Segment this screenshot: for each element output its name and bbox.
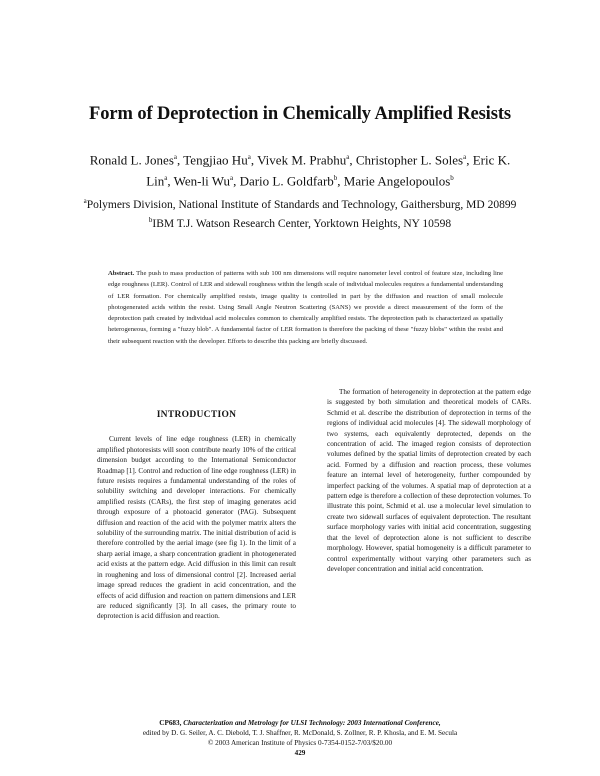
page-number: 429 <box>294 749 306 757</box>
abstract <box>108 268 503 347</box>
abstract-label: Abstract. <box>108 270 135 277</box>
page-footer <box>40 718 560 758</box>
affiliation-a: $^a$Polymers Division, National Institute of Standards and Technology, Gaithersburg, MD 20899 <box>83 197 517 211</box>
author-line-1: Ronald L. Jones$^a$, Tengjiao Hu$^a$, Vivek M. Prabhu$^a$, Christopher L. Soles$^a$, Eric K. <box>89 152 511 168</box>
intro-paragraph-left: Current levels of line edge roughness (LER) in chemically amplified photoresists will soon contribute nearly 10% of the critical dimension budget according to the International Semiconductor Roadmap [1]. Control and reduction of line edge roughness (LER) in future resists requires a fundamental understanding of the roles of solubility switching and developer interactions. For chemically amplified resists (CARs), the first step of imaging generates acid through exposure of a photoacid generator (PAG). Subsequent diffusion and reaction of the acid with the polymer matrix alters the solubility of the surrounding matrix. The initial distribution of acid is therefore controlled by the aerial image (see fig 1). In the limit of a sharp aerial image, a sharp concentration gradient in photogenerated acid exists at the pattern edge. Acid diffusion in this limit can result in roughening and loss of dimensional control [2]. Increased aerial image spread reduces the gradient in acid concentration, and the effects of acid diffusion and reaction on pattern dimensions and LER are reduced significantly [3]. In all cases, the primary route to deprotection is acid diffusion and reaction. <box>97 435 296 621</box>
affiliations <box>40 194 560 232</box>
right-column <box>327 387 531 574</box>
author-list <box>40 148 560 191</box>
section-heading-introduction: INTRODUCTION <box>156 410 237 420</box>
footer-copyright-line: © 2003 American Institute of Physics 0-7354-0152-7/03/$20.00 <box>207 739 393 747</box>
paper-title: Form of Deprotection in Chemically Amplified Resists <box>89 104 511 124</box>
footer-conference-line: CP683, Characterization and Metrology for ULSI Technology: 2003 International Conference, <box>159 719 441 727</box>
affiliation-b: $^b$IBM T.J. Watson Research Center, Yorktown Heights, NY 10598 <box>148 215 452 230</box>
abstract-text: The push to mass production of patterns with sub 100 nm dimensions will require nanometer level control of feature size, including line edge roughness (LER). Control of LER and sidewall roughness within the length scale of individual molecules requires a fundamental understanding of LER formation. For chemically amplified resists, image quality is controlled in part by the diffusion and reaction of small molecule photogenerated acids within the resist. Using Small Angle Neutron Scattering (SANS) we provide a direct measurement of the form of the deprotection path created by individual acid molecules common to chemically amplified resists. The deprotection path is characterized as spatially heterogeneous, forming a "fuzzy blob". A fundamental factor of LER formation is therefore the packing of these "fuzzy blobs" within the resist and their subsequent reaction with the developer. Efforts to describe this packing are briefly discussed. <box>108 270 504 345</box>
author-line-2: Lin$^a$, Wen-li Wu$^a$, Dario L. Goldfarb$^b$, Marie Angelopoulos$^b$ <box>146 173 454 189</box>
intro-paragraph-right: The formation of heterogeneity in deprotection at the pattern edge is suggested by both simulation and theoretical models of CARs. Schmid et al. describe the distribution of deprotection in terms of the regions of individual acid molecules [4]. The sidewall morphology of two systems, each equivalently deprotected, depends on the concentration of acid. The imaged region consists of deprotection volumes defined by the spatial limits of deprotection created by each acid. Formed by a diffusion and reaction process, these volumes feature an internal level of heterogeneity, further compounded by imperfect packing of the volumes. A spatial map of deprotection at a pattern edge is therefore a collection of these deprotection volumes. To illustrate this point, Schmid et al. use a molecular level simulation to create two sidewall surfaces of equivalent deprotection. The resultant surface morphology varies with initial acid concentration, suggesting that the level of deprotection alone is not sufficient to describe morphology. However, spatial homogeneity is a difficult parameter to control experimentally without varying other parameters such as developer concentration and initial acid concentration. <box>327 388 531 573</box>
footer-editors-line: edited by D. G. Seiler, A. C. Diebold, T. J. Shaffner, R. McDonald, S. Zollner, R. P. Khosla, and E. M. Secula <box>142 729 458 737</box>
left-column <box>97 410 296 622</box>
